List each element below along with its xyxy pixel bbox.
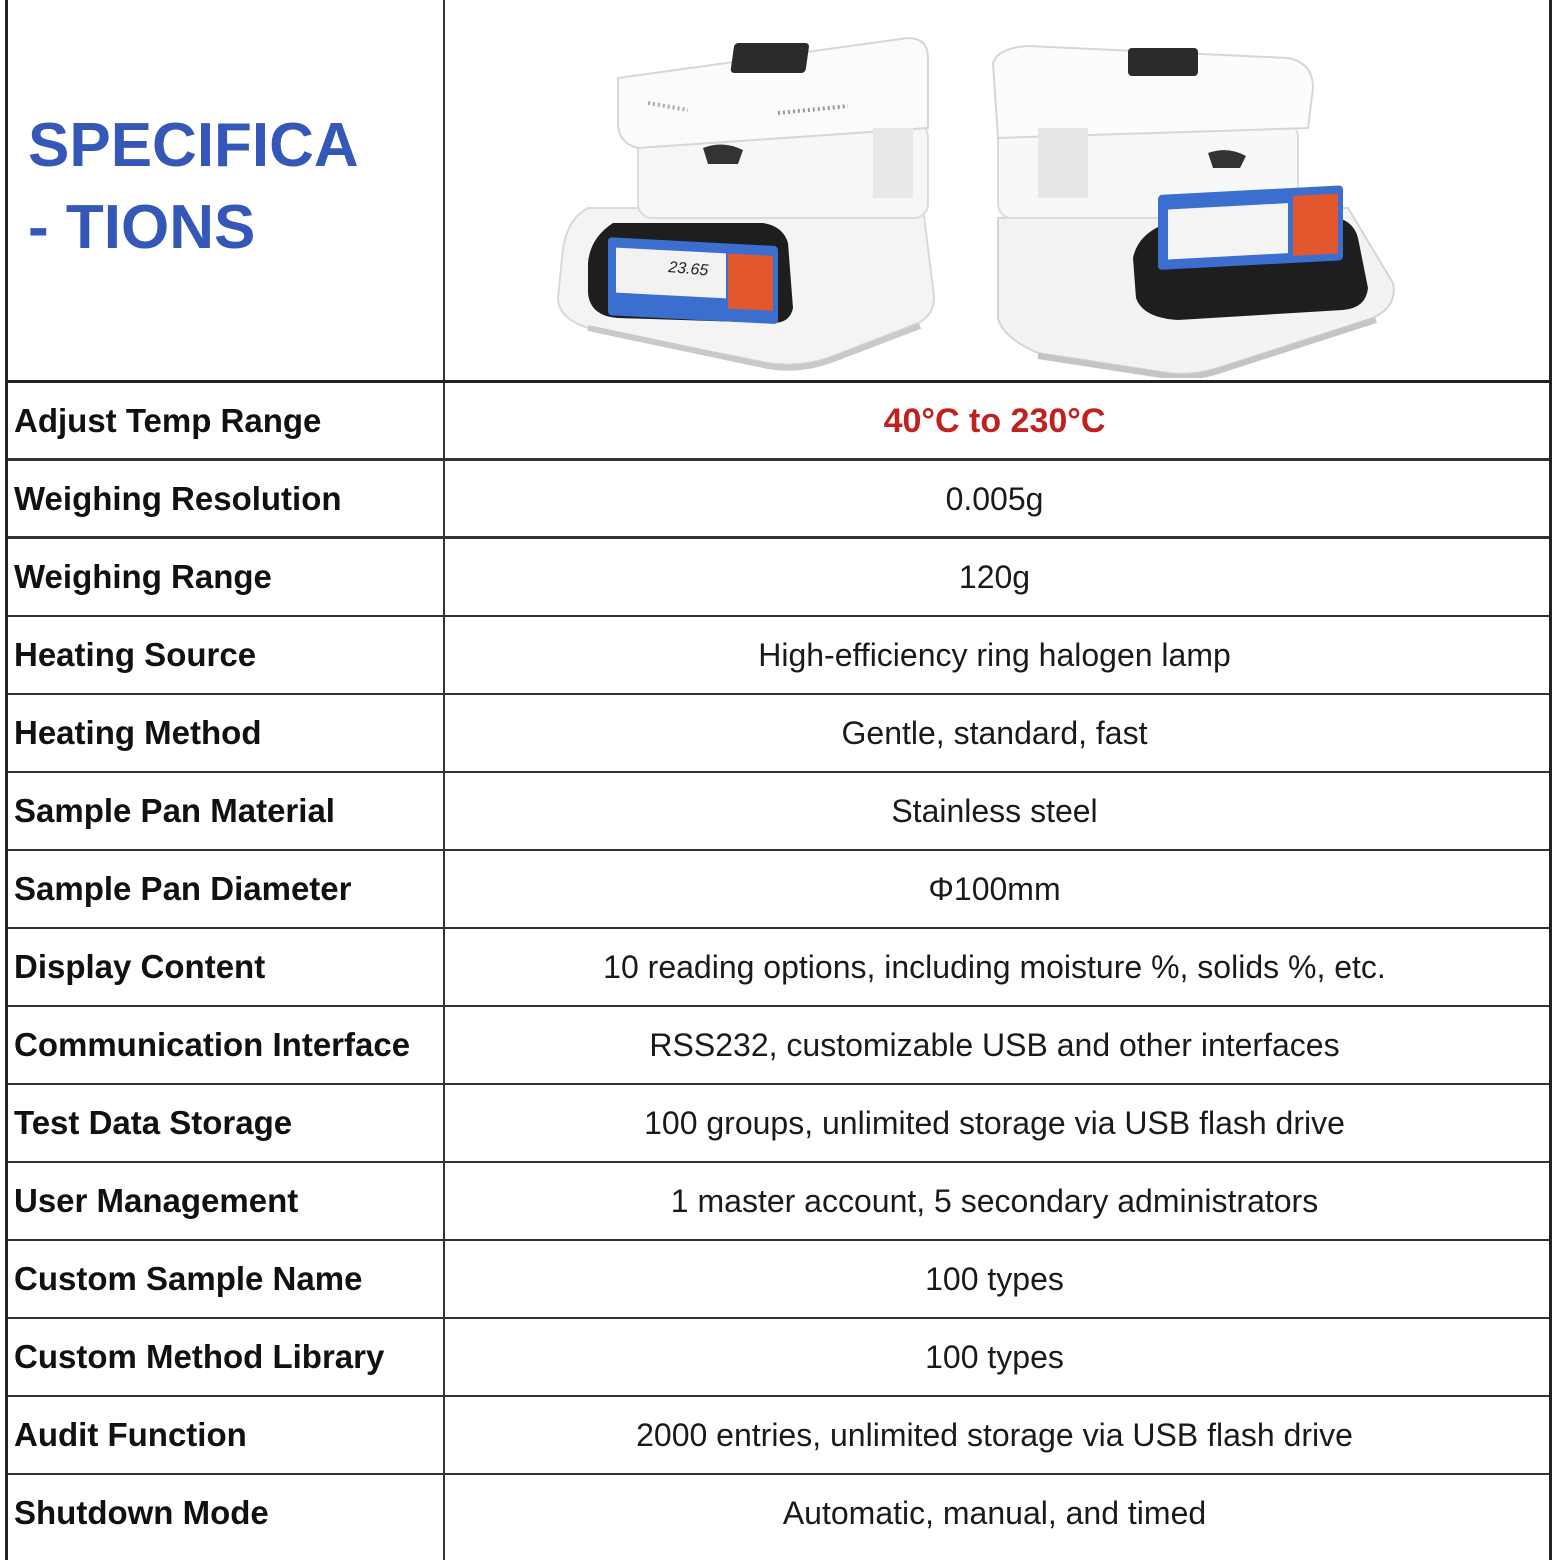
spec-row-method-library <box>8 1319 1549 1397</box>
spec-label: Heating Method <box>14 714 262 751</box>
spec-value: Gentle, standard, fast <box>841 714 1148 751</box>
moisture-analyzer-image <box>528 18 1428 378</box>
spec-label: Display Content <box>14 948 266 985</box>
screen-reading: 23.65 <box>667 259 710 280</box>
spec-value: RSS232, customizable USB and other interfaces <box>649 1026 1340 1063</box>
spec-row-weighing-range <box>8 539 1549 617</box>
spec-value: 10 reading options, including moisture %, solids %, etc. <box>603 948 1386 985</box>
spec-label: Audit Function <box>14 1416 247 1453</box>
spec-row-shutdown <box>8 1475 1549 1553</box>
spec-row-communication <box>8 1007 1549 1085</box>
spec-row-sample-name <box>8 1241 1549 1319</box>
spec-row-data-storage <box>8 1085 1549 1163</box>
spec-value: 2000 entries, unlimited storage via USB flash drive <box>636 1416 1353 1453</box>
spec-label: Heating Source <box>14 636 257 673</box>
spec-row-heating-source <box>8 617 1549 695</box>
spec-label: Custom Method Library <box>14 1338 385 1375</box>
spec-row-weighing-resolution <box>8 461 1549 539</box>
spec-value: Automatic, manual, and timed <box>782 1494 1207 1531</box>
spec-row-pan-material <box>8 773 1549 851</box>
spec-value: 100 types <box>925 1338 1064 1375</box>
analyzer-angled-view <box>993 46 1394 377</box>
spec-row-user-management <box>8 1163 1549 1241</box>
spec-value: 120g <box>958 558 1031 595</box>
header <box>8 0 1549 383</box>
spec-row-audit <box>8 1397 1549 1475</box>
spec-sheet <box>5 0 1552 1560</box>
spec-value: 100 types <box>925 1260 1064 1297</box>
spec-label: Test Data Storage <box>14 1104 293 1141</box>
spec-label: Custom Sample Name <box>14 1260 363 1297</box>
spec-value: Φ100mm <box>928 870 1061 907</box>
spec-row-temp-range <box>8 383 1549 461</box>
spec-value: 0.005g <box>945 480 1044 517</box>
analyzer-front-view <box>558 38 934 368</box>
spec-value: Stainless steel <box>891 792 1098 829</box>
spec-row-pan-diameter <box>8 851 1549 929</box>
spec-value: 40°C to 230°C <box>883 401 1106 440</box>
spec-label: Sample Pan Material <box>14 792 335 829</box>
spec-row-display-content <box>8 929 1549 1007</box>
title-line-1: SPECIFICA <box>28 111 359 180</box>
spec-label: Communication Interface <box>14 1026 411 1063</box>
spec-table <box>8 383 1549 1553</box>
spec-value: 100 groups, unlimited storage via USB flash drive <box>644 1104 1345 1141</box>
spec-row-heating-method <box>8 695 1549 773</box>
spec-label: Shutdown Mode <box>14 1494 269 1531</box>
page-title <box>28 105 359 269</box>
spec-label: Adjust Temp Range <box>14 402 322 439</box>
spec-value: High-efficiency ring halogen lamp <box>758 636 1231 673</box>
spec-label: Sample Pan Diameter <box>14 870 352 907</box>
title-line-2: - TIONS <box>28 193 256 262</box>
spec-label: User Management <box>14 1182 299 1219</box>
spec-label: Weighing Resolution <box>14 480 342 517</box>
spec-label: Weighing Range <box>14 558 272 595</box>
spec-value: 1 master account, 5 secondary administrators <box>670 1182 1319 1219</box>
